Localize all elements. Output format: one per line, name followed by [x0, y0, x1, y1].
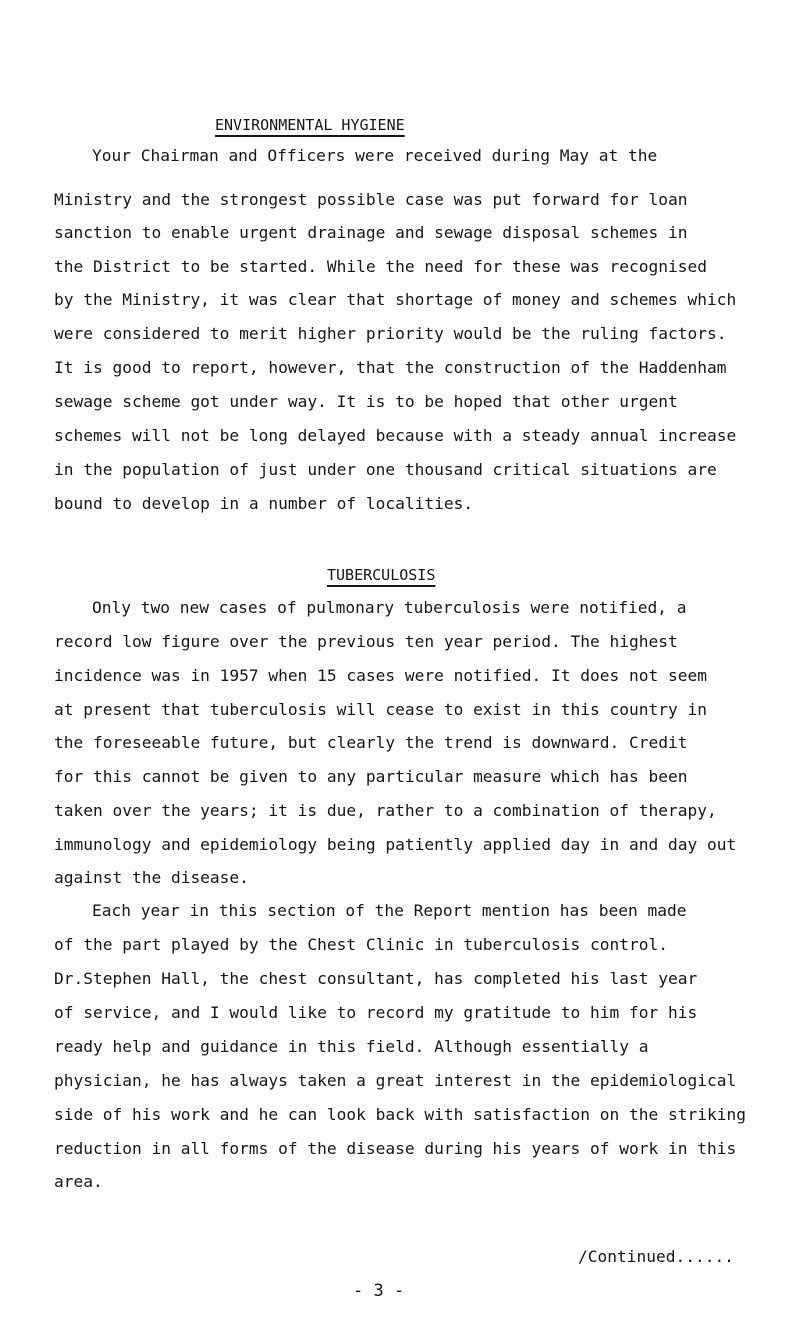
text-line: the foreseeable future, but clearly the trend is downward. Credit — [54, 733, 688, 752]
text-line: were considered to merit higher priority would be the ruling factors. — [54, 324, 727, 343]
text-line: at present that tuberculosis will cease to exist in this country in — [54, 700, 707, 719]
text-line: schemes will not be long delayed because with a steady annual increase — [54, 426, 737, 445]
text-line: taken over the years; it is due, rather to a combination of therapy, — [54, 801, 717, 820]
text-line: bound to develop in a number of localities. — [54, 494, 474, 513]
text-line: by the Ministry, it was clear that shortage of money and schemes which — [54, 290, 737, 309]
text-line: Only two new cases of pulmonary tuberculosis were notified, a — [92, 598, 687, 617]
text-line: sewage scheme got under way. It is to be hoped that other urgent — [54, 392, 678, 411]
text-line: record low figure over the previous ten year period. The highest — [54, 632, 678, 651]
text-line: in the population of just under one thousand critical situations are — [54, 460, 717, 479]
text-line: of the part played by the Chest Clinic in tuberculosis control. — [54, 935, 668, 954]
text-line: for this cannot be given to any particular measure which has been — [54, 767, 688, 786]
text-line: It is good to report, however, that the construction of the Haddenham — [54, 358, 727, 377]
text-line: Ministry and the strongest possible case was put forward for loan — [54, 190, 688, 209]
text-line: side of his work and he can look back with satisfaction on the striking — [54, 1105, 746, 1124]
text-line: physician, he has always taken a great interest in the epidemiological — [54, 1071, 737, 1090]
text-line: reduction in all forms of the disease during his years of work in this — [54, 1139, 737, 1158]
text-line: area. — [54, 1172, 103, 1191]
text-line: Your Chairman and Officers were received during May at the — [92, 146, 658, 165]
text-line: Dr.Stephen Hall, the chest consultant, has completed his last year — [54, 969, 698, 988]
text-line: incidence was in 1957 when 15 cases were notified. It does not seem — [54, 666, 707, 685]
tuberculosis-heading: TUBERCULOSIS — [327, 566, 436, 584]
text-line: immunology and epidemiology being patiently applied day in and day out — [54, 835, 737, 854]
text-line: the District to be started. While the need for these was recognised — [54, 257, 707, 276]
text-line: against the disease. — [54, 868, 249, 887]
page-number: - 3 - — [353, 1281, 405, 1301]
text-line: sanction to enable urgent drainage and sewage disposal schemes in — [54, 223, 688, 242]
environmental-hygiene-heading: ENVIRONMENTAL HYGIENE — [215, 116, 405, 134]
text-line: ready help and guidance in this field. Although essentially a — [54, 1037, 649, 1056]
continued-note: /Continued...... — [578, 1247, 734, 1266]
text-line: Each year in this section of the Report mention has been made — [92, 901, 687, 920]
text-line: of service, and I would like to record my gratitude to him for his — [54, 1003, 698, 1022]
